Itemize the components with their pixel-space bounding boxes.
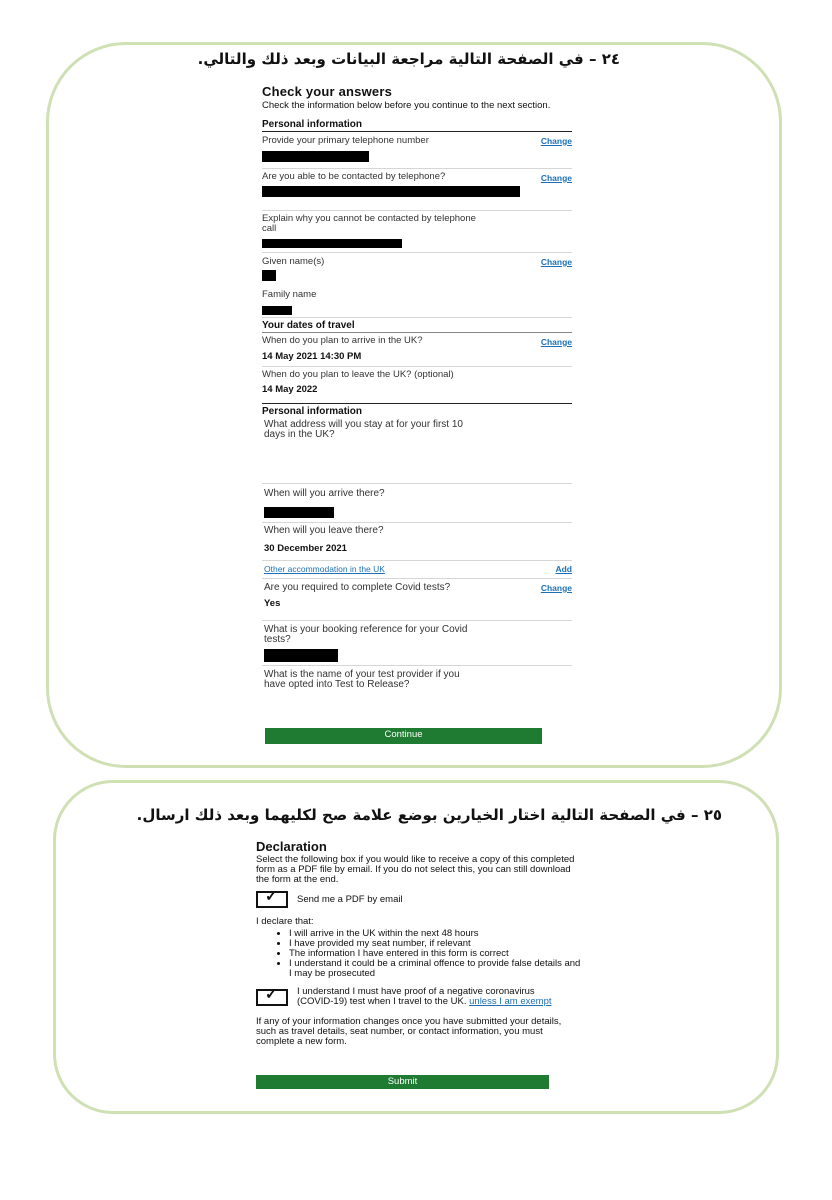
declaration-panel [256,839,581,1047]
answer-row-provider [262,666,572,700]
exempt-link[interactable]: unless I am exempt [469,996,552,1007]
answer-arrive: 14 May 2021 14:30 PM [262,351,362,362]
answer-covid: Yes [264,598,281,609]
section-travel-dates: Your dates of travel [262,318,572,333]
question-covid: Are you required to complete Covid tests? [264,582,451,593]
redacted-value [264,507,334,518]
question-booking: What is your booking reference for your Covid tests? [264,624,468,645]
question-arrive-there: When will you arrive there? [264,488,385,499]
declaration-title: Declaration [256,839,327,854]
question-phone: Provide your primary telephone number [262,135,429,146]
continue-button[interactable]: Continue [265,728,542,744]
answer-row-covid [262,579,572,621]
question-address: What address will you stay at for your first 10 days in the UK? [264,419,463,440]
proof-text [297,987,557,1007]
declaration-footer: If any of your information changes once you have submitted your details, such as travel details, seat number, or contact information, you must complete a new form. [256,1016,562,1047]
list-item: • I will arrive in the UK within the next 48 hours [289,929,581,939]
change-link-contact[interactable]: Change [540,173,572,183]
answer-row-arrive-there [262,484,572,523]
list-item: • The information I have entered in this form is correct [289,949,581,959]
step-24-instruction: ٢٤ – في الصفحة التالية مراجعة البيانات وبعد ذلك والتالي. [197,50,620,68]
answer-leave: 14 May 2022 [262,384,318,395]
list-item: • I understand it could be a criminal offence to provide false details and I may be prosecuted [289,959,581,979]
redacted-value [264,649,338,662]
answer-row-phone [262,132,572,169]
other-accommodation-link[interactable]: Other accommodation in the UK [264,564,385,574]
answer-row-arrive [262,333,572,367]
section-personal-info: Personal information [262,117,572,132]
checkmark-icon: ✓ [265,888,278,905]
redacted-value [262,306,292,315]
change-link-arrive[interactable]: Change [540,337,572,347]
question-provider: What is the name of your test provider if you have opted into Test to Release? [264,669,460,690]
redacted-value [262,239,402,248]
check-answers-panel [262,84,572,700]
submit-button[interactable]: Submit [256,1075,549,1089]
proof-checkbox[interactable] [256,986,288,1006]
answer-leave-there: 30 December 2021 [264,543,347,554]
change-link-given[interactable]: Change [540,257,572,267]
pdf-label: Send me a PDF by email [297,893,403,905]
answer-row-contact [262,169,572,211]
question-contact: Are you able to be contacted by telephone? [262,171,446,182]
question-leave: When do you plan to leave the UK? (optional) [262,369,454,380]
checkmark-icon: ✓ [265,986,278,1003]
declare-heading: I declare that: [256,916,314,927]
answer-row-other-accommodation [262,561,572,579]
proof-option [256,987,581,1007]
answer-row-address [262,418,572,484]
pdf-option [256,888,581,908]
proof-text-body: I understand I must have proof of a negative coronavirus (COVID-19) test when I travel to the UK. [297,986,535,1007]
page-subtitle: Check the information below before you continue to the next section. [262,100,551,111]
question-why: Explain why you cannot be contacted by telephone call [262,213,476,234]
question-leave-there: When will you leave there? [264,525,384,536]
redacted-value [262,270,276,281]
redacted-value [262,186,520,197]
change-link-covid[interactable]: Change [540,583,572,593]
answer-row-given [262,253,572,285]
answer-row-why [262,211,572,253]
answer-row-leave-there [262,523,572,561]
redacted-value [262,151,369,162]
declaration-intro: Select the following box if you would like to receive a copy of this completed form as a PDF file by email. If you do not select this, you can still download the form at the end. [256,854,575,885]
question-given: Given name(s) [262,256,325,267]
declaration-list [256,929,581,979]
answer-row-leave [262,367,572,404]
question-family: Family name [262,289,317,300]
answer-row-booking [262,621,572,666]
section-personal-info-2: Personal information [262,406,363,417]
answer-row-family [262,285,572,318]
add-link[interactable]: Add [555,564,572,574]
pdf-checkbox[interactable] [256,888,288,908]
question-arrive: When do you plan to arrive in the UK? [262,335,423,346]
change-link-phone[interactable]: Change [540,136,572,146]
step-25-instruction: ٢٥ – في الصفحة التالية اختار الخيارين بوضع علامة صح لكليهما وبعد ذلك ارسال. [136,806,722,824]
page-title: Check your answers [262,84,393,99]
list-item: • I have provided my seat number, if relevant [289,939,581,949]
